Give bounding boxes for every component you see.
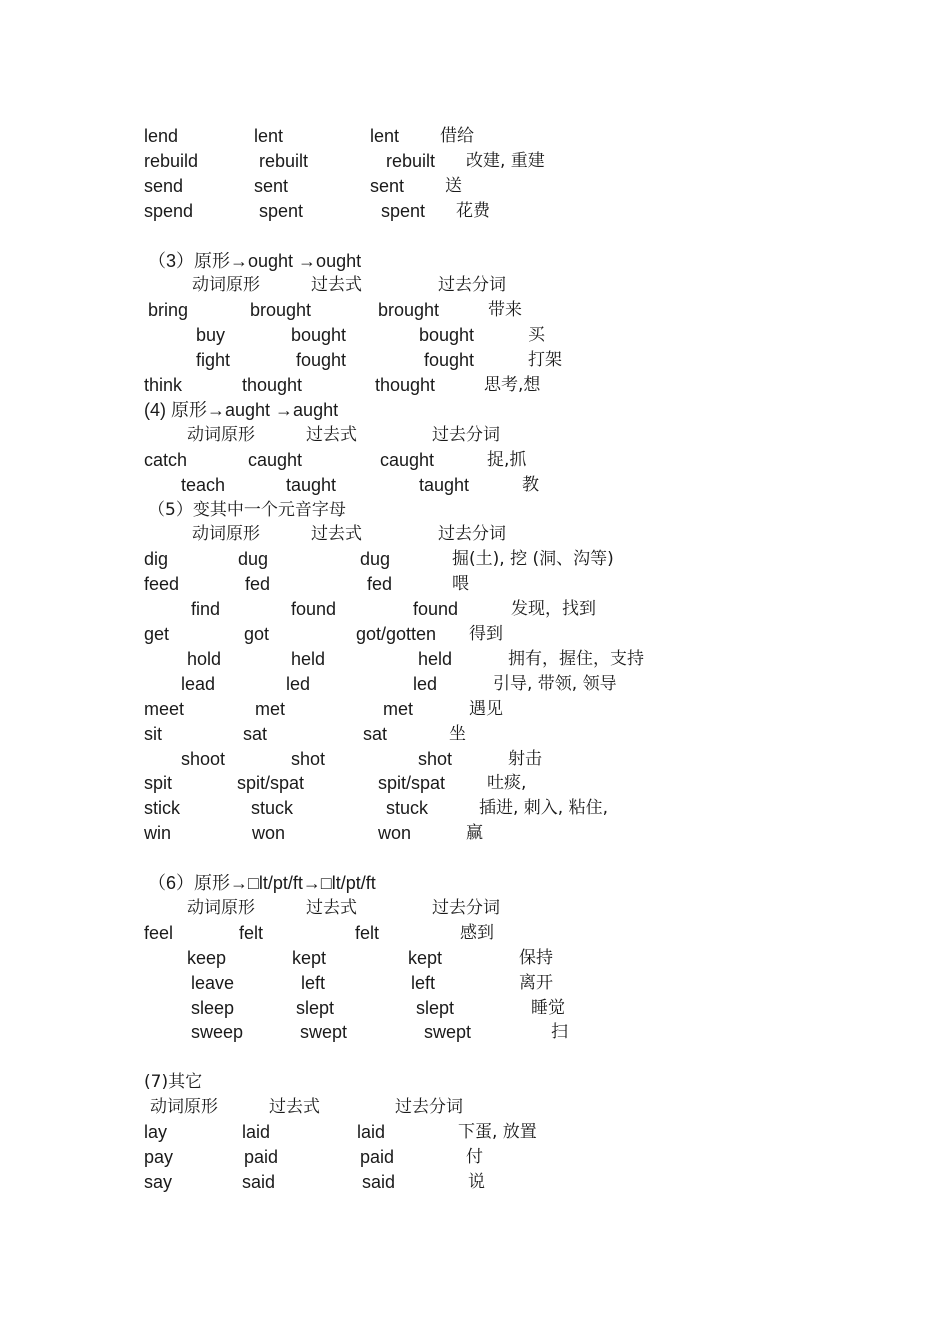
- verb-cell: dug: [360, 549, 391, 570]
- verb-cell: 动词原形: [187, 424, 255, 445]
- verb-cell: thought: [375, 375, 436, 395]
- verb-cell: 过去式: [311, 275, 362, 296]
- verb-cell: fought: [296, 350, 347, 371]
- verb-cell: rebuilt: [259, 150, 309, 171]
- verb-cell: spend: [144, 200, 194, 221]
- verb-cell: left: [411, 972, 436, 993]
- verb-cell: lay: [144, 1122, 168, 1142]
- verb-cell: kept: [408, 947, 443, 968]
- section-heading: （6）原形→□lt/pt/ft→□lt/pt/ft: [148, 873, 376, 893]
- verb-cell: shot: [418, 748, 453, 769]
- verb-cell: caught: [248, 449, 303, 470]
- verb-cell: rebuilt: [386, 150, 436, 171]
- verb-cell: 借给: [440, 126, 474, 146]
- verb-cell: bought: [291, 325, 347, 346]
- verb-cell: 过去式: [311, 524, 362, 545]
- verb-cell: catch: [144, 449, 188, 470]
- verb-cell: dug: [238, 549, 269, 570]
- verb-cell: 下蛋, 放置: [458, 1122, 537, 1142]
- verb-cell: get: [144, 624, 170, 644]
- verb-cell: 过去式: [306, 897, 357, 918]
- verb-cell: 送: [445, 175, 462, 196]
- verb-cell: lend: [144, 126, 179, 146]
- verb-cell: left: [301, 972, 326, 993]
- verb-cell: met: [383, 698, 414, 719]
- verb-cell: swept: [300, 1022, 348, 1043]
- verb-cell: stuck: [251, 798, 294, 819]
- verb-cell: led: [413, 673, 438, 694]
- verb-cell: sweep: [191, 1022, 244, 1043]
- verb-cell: 喂: [452, 574, 469, 595]
- verb-cell: caught: [380, 449, 435, 470]
- verb-cell: 过去分词: [438, 524, 506, 545]
- verb-cell: thought: [242, 375, 303, 395]
- verb-cell: 射击: [508, 748, 542, 769]
- verb-cell: sat: [243, 723, 268, 744]
- verb-cell: fed: [245, 574, 271, 595]
- verb-cell: 过去式: [306, 424, 357, 445]
- verb-cell: meet: [144, 698, 185, 719]
- verb-cell: sent: [370, 175, 405, 196]
- verb-cell: shoot: [181, 748, 226, 769]
- verb-cell: won: [252, 823, 286, 844]
- verb-cell: 保持: [519, 947, 553, 968]
- verb-cell: 付: [466, 1146, 483, 1167]
- verb-cell: send: [144, 175, 184, 196]
- verb-cell: lent: [254, 126, 284, 146]
- verb-cell: shot: [291, 748, 326, 769]
- verb-cell: 动词原形: [150, 1097, 218, 1118]
- verb-cell: 过去分词: [438, 275, 506, 296]
- verb-cell: paid: [360, 1146, 395, 1167]
- verb-cell: 掘(土), 挖 (洞、沟等): [452, 549, 614, 570]
- verb-cell: 遇见: [469, 698, 503, 719]
- verb-cell: leave: [191, 972, 235, 993]
- verb-cell: 带来: [488, 300, 522, 321]
- verb-cell: held: [418, 648, 453, 669]
- verb-cell: 睡觉: [531, 997, 565, 1018]
- verb-cell: fight: [196, 350, 231, 371]
- verb-cell: spit/spat: [378, 773, 446, 794]
- verb-cell: sit: [144, 723, 162, 744]
- verb-cell: led: [286, 673, 311, 694]
- verb-cell: bought: [419, 325, 475, 346]
- verb-cell: got/gotten: [356, 624, 437, 644]
- verb-cell: 得到: [469, 624, 503, 644]
- verb-cell: brought: [250, 300, 312, 321]
- verb-cell: 发现，找到: [511, 599, 596, 620]
- verb-cell: lent: [370, 126, 400, 146]
- verb-cell: said: [242, 1171, 276, 1192]
- verb-cell: sent: [254, 175, 289, 196]
- verb-cell: find: [191, 599, 221, 620]
- verb-cell: feel: [144, 922, 174, 943]
- section-heading: （3）原形→ought →ought: [148, 250, 362, 271]
- verb-cell: 感到: [460, 922, 494, 943]
- verb-cell: 改建, 重建: [466, 150, 545, 171]
- verb-cell: say: [144, 1171, 173, 1192]
- verb-cell: won: [378, 823, 412, 844]
- verb-cell: teach: [181, 474, 226, 495]
- verb-cell: 离开: [519, 972, 553, 993]
- verb-cell: 扫: [551, 1022, 568, 1043]
- section-heading: （5）变其中一个元音字母: [148, 499, 346, 520]
- verb-cell: fed: [367, 574, 393, 595]
- verb-cell: sleep: [191, 997, 235, 1018]
- verb-cell: stuck: [386, 798, 429, 819]
- verb-cell: got: [244, 624, 270, 644]
- verb-cell: 动词原形: [192, 524, 260, 545]
- verb-cell: 吐痰,: [487, 773, 527, 794]
- verb-cell: laid: [357, 1122, 386, 1142]
- verb-cell: 插进, 刺入, 粘住,: [479, 798, 609, 819]
- verb-cell: found: [413, 599, 459, 620]
- verb-cell: 过去分词: [432, 424, 500, 445]
- verb-cell: 过去式: [269, 1097, 320, 1118]
- verb-cell: laid: [242, 1122, 271, 1142]
- verb-cell: 过去分词: [432, 897, 500, 918]
- verb-cell: spent: [259, 200, 304, 221]
- verb-cell: hold: [187, 648, 222, 669]
- verb-cell: brought: [378, 300, 440, 321]
- verb-cell: spit: [144, 773, 173, 794]
- verb-cell: 引导, 带领, 领导: [493, 673, 617, 694]
- verb-cell: slept: [296, 997, 335, 1018]
- verb-cell: 捉,抓: [487, 449, 527, 470]
- verb-cell: keep: [187, 947, 227, 968]
- verb-cell: 动词原形: [187, 897, 255, 918]
- verb-cell: held: [291, 648, 326, 669]
- verb-cell: 过去分词: [395, 1097, 463, 1118]
- verb-cell: think: [144, 375, 183, 395]
- verb-cell: felt: [355, 922, 380, 943]
- verb-cell: 赢: [466, 823, 483, 844]
- verb-cell: felt: [239, 922, 264, 943]
- verb-cell: 拥有，握住，支持: [508, 648, 644, 669]
- verb-cell: kept: [292, 947, 327, 968]
- verb-cell: 打架: [528, 350, 562, 371]
- verb-cell: spit/spat: [237, 773, 305, 794]
- verb-cell: stick: [144, 798, 180, 819]
- verb-cell: found: [291, 599, 337, 620]
- verb-cell: 说: [468, 1171, 485, 1192]
- verb-cell: bring: [148, 300, 189, 321]
- verb-cell: 坐: [449, 723, 466, 744]
- verb-cell: rebuild: [144, 150, 199, 171]
- verb-cell: taught: [419, 474, 470, 495]
- verb-cell: 思考,想: [484, 375, 541, 395]
- verb-cell: fought: [424, 350, 475, 371]
- verb-cell: met: [255, 698, 286, 719]
- verb-cell: paid: [244, 1146, 279, 1167]
- section-heading: (4) 原形→aught →aught: [144, 399, 339, 420]
- verb-cell: said: [362, 1171, 396, 1192]
- verb-cell: swept: [424, 1022, 472, 1043]
- verb-cell: dig: [144, 549, 169, 570]
- verb-cell: pay: [144, 1146, 174, 1167]
- verb-cell: spent: [381, 200, 426, 221]
- verb-cell: feed: [144, 574, 180, 595]
- verb-cell: slept: [416, 997, 455, 1018]
- verb-cell: 花费: [456, 200, 490, 221]
- verb-cell: 动词原形: [192, 275, 260, 296]
- verb-cell: taught: [286, 474, 337, 495]
- verb-cell: lead: [181, 673, 216, 694]
- verb-cell: win: [144, 823, 172, 844]
- verb-cell: 买: [528, 325, 545, 346]
- verb-cell: sat: [363, 723, 388, 744]
- section-heading: (7)其它: [144, 1072, 203, 1093]
- verb-cell: buy: [196, 325, 226, 346]
- verb-cell: 教: [522, 474, 539, 495]
